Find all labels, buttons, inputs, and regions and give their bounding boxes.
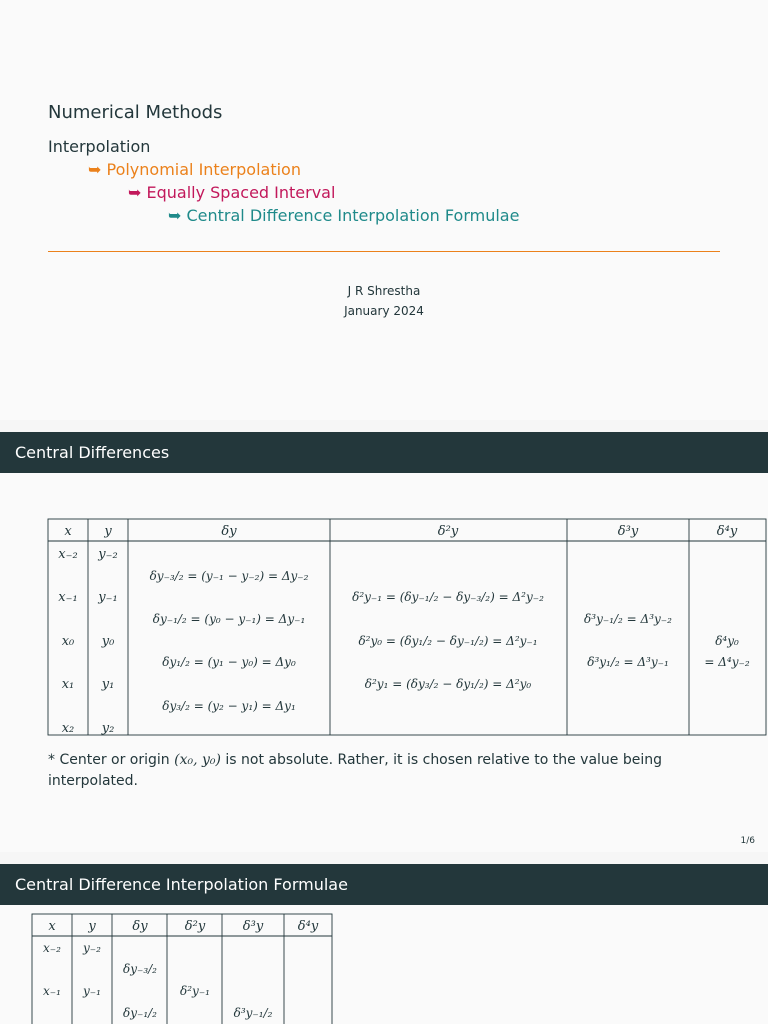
y-cell: y₋₁: [98, 590, 118, 605]
delta1-cell: δy₃/₂ = (y₂ − y₁) = Δy₁: [162, 699, 296, 713]
difference-table: [0, 512, 768, 772]
delta2-cell: δ²y₋₁: [180, 984, 210, 998]
footnote-math: (x₀, y₀): [174, 752, 221, 768]
delta4-column: [704, 634, 749, 669]
small-table-headers: [48, 919, 319, 934]
title-divider: [48, 251, 720, 252]
header-delta1: δy: [221, 524, 237, 539]
header-delta2: δ²y: [184, 919, 206, 934]
delta1-column: [150, 569, 309, 713]
header-y: y: [88, 919, 96, 934]
interpolation-formulae-slide: [0, 864, 768, 1024]
x-cell: x₋₂: [43, 941, 61, 955]
title-slide: [0, 0, 768, 420]
x-cell: x₋₁: [58, 590, 78, 605]
delta3-column: [584, 612, 672, 669]
page-number: 1/6: [740, 836, 755, 846]
frame-title: Central Differences: [0, 432, 768, 473]
x-cell: x₋₁: [43, 984, 61, 998]
header-delta1: δy: [132, 919, 148, 934]
frame-title: Central Difference Interpolation Formulae: [0, 864, 768, 905]
small-table-grid: [32, 914, 332, 1024]
subtitle-line-1: Interpolation: [48, 137, 151, 156]
delta3-cell: δ³y₋₁/₂: [233, 1006, 273, 1020]
header-x: x: [48, 919, 56, 934]
delta1-cell: δy₋₁/₂: [122, 1006, 158, 1020]
y-column: [97, 547, 117, 736]
footnote-text-pre: * Center or origin: [48, 752, 175, 768]
delta1-cell: δy₋₃/₂ = (y₋₁ − y₋₂) = Δy₋₂: [149, 569, 309, 583]
delta2-cell: δ²y₁ = (δy₃/₂ − δy₁/₂) = Δ²y₀: [364, 677, 532, 691]
y-cell: y₋₂: [83, 941, 101, 955]
presentation-title: Numerical Methods: [48, 102, 223, 123]
header-delta3: δ³y: [617, 524, 639, 539]
subtitle-line-2: ➥ Polynomial Interpolation: [88, 160, 301, 179]
header-delta4: δ⁴y: [297, 919, 319, 934]
y-cell: y₋₁: [83, 984, 101, 998]
delta1-cell: δy₁/₂ = (y₁ − y₀) = Δy₀: [162, 655, 296, 669]
delta3-cell: δ³y₁/₂ = Δ³y₋₁: [587, 655, 669, 669]
footnote-text-post: is not absolute. Rather, it is chosen relative to the value being interpolated.: [48, 752, 663, 789]
subtitle-line-3: ➥ Equally Spaced Interval: [128, 183, 336, 202]
table-headers: [64, 524, 738, 539]
y-cell: y₁: [101, 677, 115, 692]
header-delta2: δ²y: [437, 524, 459, 539]
delta1-cell: δy₋₁/₂ = (y₀ − y₋₁) = Δy₋₁: [152, 612, 306, 626]
header-y: y: [104, 524, 112, 539]
header-delta3: δ³y: [242, 919, 264, 934]
delta2-column: [352, 590, 544, 691]
delta2-cell: δ²y₋₁ = (δy₋₁/₂ − δy₋₃/₂) = Δ²y₋₂: [352, 590, 544, 604]
small-difference-table: [0, 905, 768, 1024]
x-cell: x₀: [61, 634, 75, 649]
delta1-cell: δy₋₃/₂: [122, 962, 158, 976]
x-column: [58, 547, 77, 736]
date: January 2024: [344, 304, 424, 318]
y-cell: y₋₂: [98, 547, 118, 562]
delta3-cell: δ³y₋₁/₂ = Δ³y₋₂: [584, 612, 672, 626]
x-cell: x₂: [61, 721, 75, 736]
delta4-cell: = Δ⁴y₋₂: [704, 655, 750, 669]
delta4-cell: δ⁴y₀: [715, 634, 739, 648]
delta2-cell: δ²y₀ = (δy₁/₂ − δy₋₁/₂) = Δ²y₋₁: [358, 634, 538, 648]
x-cell: x₋₂: [58, 547, 78, 562]
table-grid: [48, 519, 766, 735]
central-differences-slide: [0, 432, 768, 852]
x-cell: x₁: [61, 677, 75, 692]
subtitle-line-4: ➥ Central Difference Interpolation Formulae: [168, 206, 520, 225]
header-delta4: δ⁴y: [716, 524, 738, 539]
y-cell: y₂: [101, 721, 115, 736]
y-cell: y₀: [101, 634, 115, 649]
author: J R Shrestha: [347, 284, 421, 298]
header-x: x: [64, 524, 72, 539]
footnote: [48, 750, 688, 792]
small-table-cells: [43, 941, 273, 1020]
